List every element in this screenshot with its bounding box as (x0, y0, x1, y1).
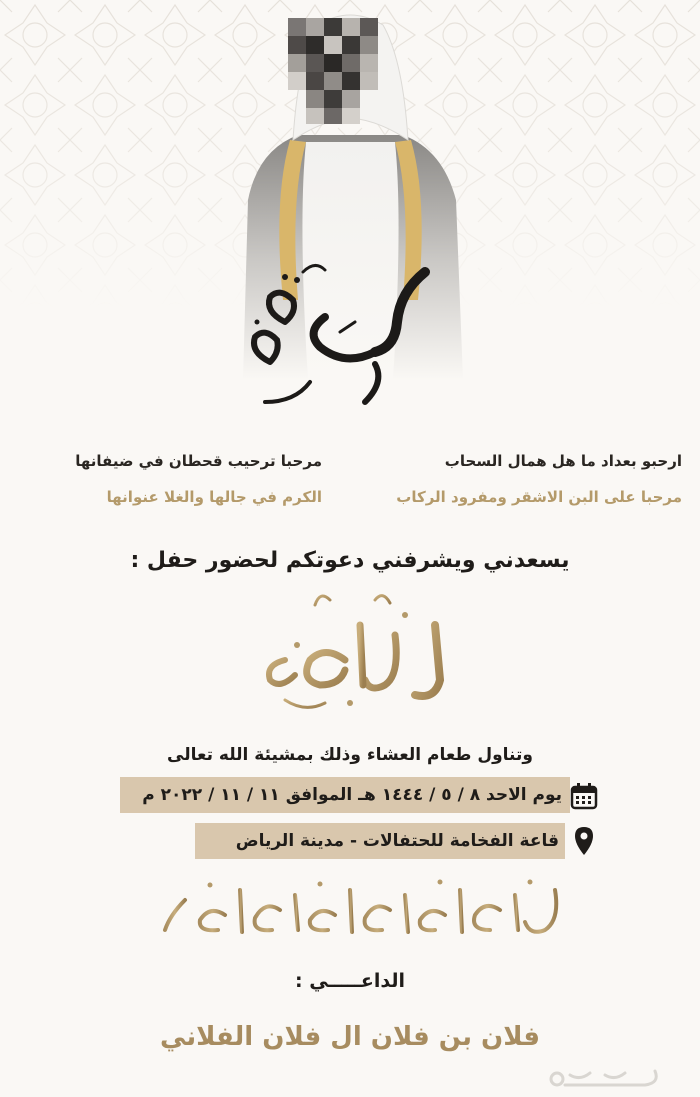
intro-text: يسعدني ويشرفني دعوتكم لحضور حفل : (130, 548, 570, 573)
poem-right-line-2: مرحبا على البن الاشقر ومفرود الركاب (396, 488, 682, 506)
invitation-calligraphy-title (225, 252, 445, 427)
poem-left-line-1: مرحبا ترحيب قحطان في ضيفانها (75, 452, 322, 470)
poem-left-line-2: الكرم في جالها والغلا عنوانها (106, 488, 322, 506)
watermark-logo (545, 1063, 665, 1091)
event-calligraphy (255, 585, 455, 715)
closing-calligraphy (150, 870, 570, 945)
calendar-icon (570, 782, 598, 810)
location-pin-icon (573, 826, 595, 856)
dinner-text: وتناول طعام العشاء وذلك بمشيئة الله تعالى (167, 745, 533, 765)
venue-band: قاعة الفخامة للحتفالات - مدينة الرياض (195, 823, 565, 859)
host-name: فلان بن فلان ال فلان الفلاني (160, 1022, 540, 1052)
date-band: يوم الاحد ٨ / ٥ / ١٤٤٤ هـ الموافق ١١ / ١١ / ٢٠٢٢ م (120, 777, 570, 813)
poem-right-line-1: ارحبو بعداد ما هل همال السحاب (444, 452, 682, 470)
host-label: الداعـــــي : (294, 970, 406, 992)
